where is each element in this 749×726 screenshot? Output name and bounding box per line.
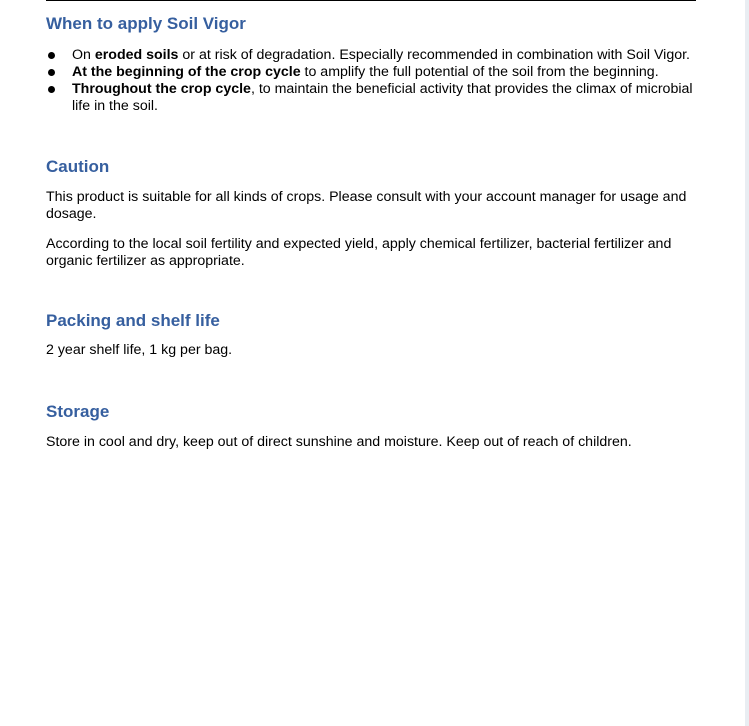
page-edge bbox=[745, 0, 749, 726]
top-rule bbox=[46, 0, 696, 1]
caution-paragraph-1: This product is suitable for all kinds of crops. Please consult with your account manager for usage and dosage. bbox=[46, 189, 687, 222]
item-text-bold: Throughout the crop cycle bbox=[72, 81, 251, 97]
list-item bbox=[46, 81, 701, 115]
section-heading-packing: Packing and shelf life bbox=[46, 311, 220, 330]
section-heading-storage: Storage bbox=[46, 402, 110, 421]
bullet-icon bbox=[48, 69, 55, 76]
item-text-bold: At the beginning of the crop cycle bbox=[72, 64, 301, 80]
item-text-post: to amplify the full potential of the soil from the beginning. bbox=[300, 64, 659, 80]
caution-paragraph-2: According to the local soil fertility and expected yield, apply chemical fertilizer, bacterial fertilizer and organic fertilizer as appropriate. bbox=[46, 236, 672, 269]
section-when-to-apply bbox=[46, 12, 701, 115]
page-content bbox=[46, 12, 701, 451]
list-item bbox=[46, 64, 701, 81]
section-packing bbox=[46, 309, 701, 359]
apply-list bbox=[46, 47, 701, 115]
item-text-post: or at risk of degradation. Especially recommended in combination with Soil Vigor. bbox=[178, 47, 690, 63]
bullet-icon bbox=[48, 52, 55, 59]
section-caution bbox=[46, 155, 701, 270]
storage-text: Store in cool and dry, keep out of direct sunshine and moisture. Keep out of reach of children. bbox=[46, 434, 632, 450]
list-item bbox=[46, 47, 701, 64]
item-text-pre: On bbox=[72, 47, 95, 63]
section-storage bbox=[46, 400, 701, 451]
packing-text: 2 year shelf life, 1 kg per bag. bbox=[46, 342, 233, 358]
section-heading-caution: Caution bbox=[46, 157, 110, 176]
bullet-icon bbox=[48, 86, 55, 93]
section-heading-when-to-apply: When to apply Soil Vigor bbox=[46, 14, 246, 33]
item-text-post: , to maintain the beneficial activity that provides the climax of microbial life in the soil. bbox=[72, 81, 693, 114]
item-text-bold: eroded soils bbox=[94, 47, 179, 63]
